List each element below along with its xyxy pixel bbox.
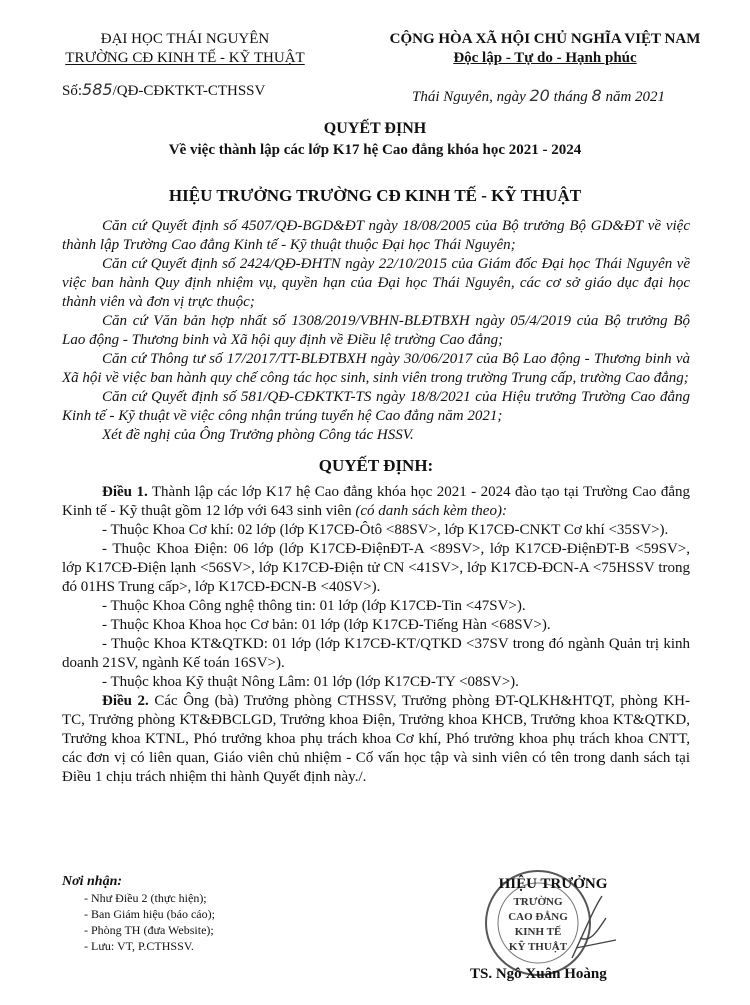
article-2: Điều 2. Các Ông (bà) Trưởng phòng CTHSSV, Trưởng phòng ĐT-QLKH&HTQT, phòng KH-TC, Trưởng phòng KT&ĐBCLGD, Trưởng khoa Điện, Trưởng khoa KHCB, Trưởng khoa KT&QTKD, Trưởng khoa KTNL, Phó trưởng khoa phụ trách khoa Cơ khí, Phó trưởng khoa phụ trách khoa CNTT, các đơn vị có liên quan, Giáo viên chủ nhiệm - Cố vấn học tập và sinh viên có tên trong danh sách tại Điều 1 chịu trách nhiệm thi hành Quyết định này./. <box>62 693 690 785</box>
legal-basis: Căn cứ Thông tư số 17/2017/TT-BLĐTBXH ngày 30/06/2017 của Bộ Lao động - Thương binh và Xã hội về việc ban hành quy chế công tác học sinh, sinh viên trong trường Trung cấp, trường Cao đẳng; <box>62 351 690 386</box>
article-2-label: Điều 2. <box>102 693 149 709</box>
issuer-header <box>40 30 330 68</box>
article-1-item: - Thuộc Khoa Khoa học Cơ bản: 01 lớp (lớp K17CĐ-Tiếng Hàn <68SV>). <box>102 617 551 633</box>
recipients-block <box>62 874 362 954</box>
article-1-item: - Thuộc Khoa Công nghệ thông tin: 01 lớp (lớp K17CĐ-Tin <47SV>). <box>102 598 526 614</box>
seal-line: CAO ĐẲNG <box>508 911 568 923</box>
handwritten-month: 8 <box>591 86 602 105</box>
article-1-label: Điều 1. <box>102 484 148 500</box>
legal-basis: Căn cứ Quyết định số 4507/QĐ-BGD&ĐT ngày 18/08/2005 của Bộ trưởng Bộ GD&ĐT về việc thành lập Trường Cao đẳng Kinh tế - Kỹ thuật thuộc Đại học Thái Nguyên; <box>62 218 690 253</box>
document-title: QUYẾT ĐỊNH <box>323 120 427 137</box>
recipient-item: - Lưu: VT, P.CTHSSV. <box>84 939 194 953</box>
legal-basis: Xét đề nghị của Ông Trưởng phòng Công tác HSSV. <box>102 427 414 443</box>
recipient-item: - Phòng TH (đưa Website); <box>84 923 214 937</box>
school-name: TRƯỜNG CĐ KINH TẾ - KỸ THUẬT <box>65 50 305 66</box>
document-number: Số:585/QĐ-CĐKTKT-CTHSSV <box>62 80 266 99</box>
issuing-authority: HIỆU TRƯỞNG TRƯỜNG CĐ KINH TẾ - KỸ THUẬT <box>168 186 582 205</box>
document-subject: Về việc thành lập các lớp K17 hệ Cao đẳng khóa học 2021 - 2024 <box>168 142 582 158</box>
handwritten-number: 585 <box>82 80 113 99</box>
seal-line: KỸ THUẬT <box>508 941 568 953</box>
national-header <box>370 30 720 68</box>
legal-basis: Căn cứ Quyết định số 2424/QĐ-ĐHTN ngày 22/10/2015 của Giám đốc Đại học Thái Nguyên về việc ban hành Quy định nhiệm vụ, quyền hạn của Đại học Thái Nguyên, các cơ sở giáo dục đại học thành viên và đơn vị trực thuộc; <box>62 256 690 310</box>
document-body <box>62 217 690 787</box>
decision-heading: QUYẾT ĐỊNH: <box>318 456 434 475</box>
parent-org: ĐẠI HỌC THÁI NGUYÊN <box>100 31 270 47</box>
recipient-item: - Ban Giám hiệu (báo cáo); <box>84 907 215 921</box>
seal-line: TRƯỜNG <box>513 896 563 908</box>
legal-basis: Căn cứ Quyết định số 581/QĐ-CĐKTKT-TS ngày 18/8/2021 của Hiệu trưởng Trường Cao đẳng Kinh tế - Kỹ thuật về việc công nhận trúng tuyển hệ Cao đẳng năm 2021; <box>62 389 690 424</box>
signer-name: TS. Ngô Xuân Hoàng <box>470 966 607 982</box>
signer-title: HIỆU TRƯỞNG <box>498 876 608 892</box>
article-1-item: - Thuộc Khoa KT&QTKD: 01 lớp (lớp K17CĐ-KT/QTKD <37SV trong đó ngành Quản trị kinh doanh 21SV, ngành Kế toán 16SV>). <box>62 636 690 671</box>
legal-basis: Căn cứ Văn bản hợp nhất số 1308/2019/VBHN-BLĐTBXH ngày 05/4/2019 của Bộ trưởng Bộ Lao động - Thương binh và Xã hội quy định về Điều lệ trường Cao đẳng; <box>62 313 690 348</box>
article-1: Điều 1. Thành lập các lớp K17 hệ Cao đẳng khóa học 2021 - 2024 đào tạo tại Trường Cao đẳng Kinh tế - Kỹ thuật gồm 12 lớp với 643 sinh viên (có danh sách kèm theo): <box>62 484 691 519</box>
recipients-heading: Nơi nhận: <box>62 874 123 889</box>
handwritten-day: 20 <box>529 86 550 105</box>
seal-line: KINH TẾ <box>514 926 562 938</box>
country-name: CỘNG HÒA XÃ HỘI CHỦ NGHĨA VIỆT NAM <box>389 31 701 47</box>
issue-date: Thái Nguyên, ngày 20 tháng 8 năm 2021 <box>412 86 666 105</box>
article-1-item: - Thuộc Khoa Điện: 06 lớp (lớp K17CĐ-ĐiệnĐT-A <89SV>, lớp K17CĐ-ĐiệnĐT-B <59SV>, lớp K17CĐ-Điện lạnh <56SV>, lớp K17CĐ-Điện tử CN <41SV>, lớp K17CĐ-ĐCN-A <75HSSV trong đó 01HS Trung cấp>, lớp K17CĐ-ĐCN-B <40SV>). <box>62 541 690 595</box>
article-1-item: - Thuộc Khoa Cơ khí: 02 lớp (lớp K17CĐ-Ôtô <88SV>, lớp K17CĐ-CNKT Cơ khí <35SV>). <box>102 522 669 538</box>
signature-scribble <box>572 896 616 958</box>
article-1-item: - Thuộc khoa Kỹ thuật Nông Lâm: 01 lớp (lớp K17CĐ-TY <08SV>). <box>102 674 519 690</box>
recipient-item: - Như Điều 2 (thực hiện); <box>84 891 207 905</box>
national-motto: Độc lập - Tự do - Hạnh phúc <box>453 50 637 66</box>
